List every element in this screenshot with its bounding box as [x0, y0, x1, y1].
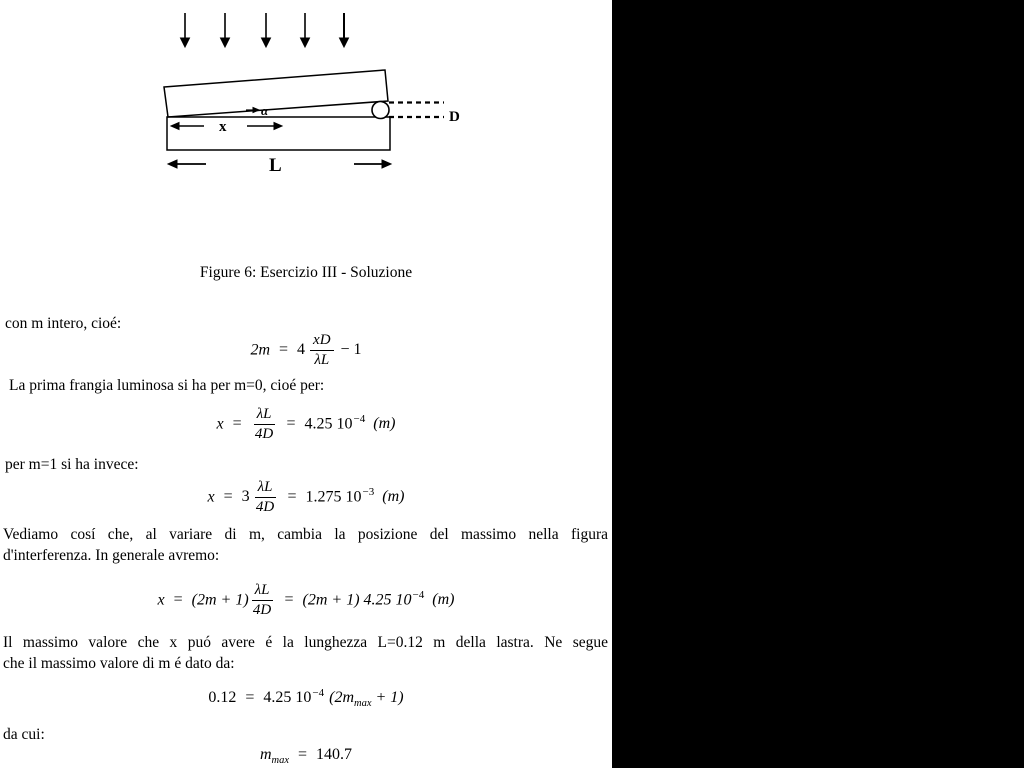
- lower-glass-slab: [167, 117, 390, 150]
- eq2-frac-num: λL: [254, 406, 275, 425]
- eq5-exponent: −4: [312, 686, 325, 699]
- paragraph-vediamo-line1: Vediamo cosí che, al variare di m, cambia la posizione del massimo nella figura: [3, 526, 608, 543]
- paragraph-massimo-line1: Il massimo valore che x puó avere é la lunghezza L=0.12 m della lastra. Ne segue: [3, 634, 608, 651]
- eq6-subscript: max: [271, 755, 290, 767]
- equation-x-general: [0, 582, 612, 620]
- eq2-equals-1: =: [232, 415, 242, 433]
- eq5-lhs: 0.12: [208, 689, 237, 706]
- eq2-unit: (m): [373, 415, 396, 433]
- scan-black-margin: [612, 0, 1024, 768]
- label-x: x: [219, 119, 227, 135]
- label-D: D: [449, 109, 460, 125]
- eq3-frac-den: 4D: [255, 499, 275, 516]
- eq1-tail: − 1: [340, 341, 362, 359]
- upper-glass-slab: [164, 70, 388, 117]
- paragraph-vediamo: [3, 524, 608, 566]
- eq1-fraction: [310, 332, 334, 370]
- spacer-wire-circle: [372, 102, 389, 119]
- eq2-fraction: [254, 406, 275, 444]
- eq2-frac-den: 4D: [254, 426, 274, 443]
- eq1-frac-den: λL: [314, 352, 330, 369]
- eq4-prefactor: (2m + 1): [191, 591, 249, 609]
- eq1-frac-num: xD: [310, 332, 334, 351]
- figure-caption: Figure 6: Esercizio III - Soluzione: [199, 264, 413, 281]
- eq2-value: 4.25 10: [304, 415, 353, 433]
- eq4-rhs: (2m + 1) 4.25 10: [302, 591, 412, 609]
- eq3-exponent: −3: [362, 486, 375, 499]
- paragraph-da-cui: da cui:: [3, 726, 45, 743]
- eq3-frac-num: λL: [255, 479, 276, 498]
- eq4-equals-2: =: [284, 591, 294, 609]
- eq3-value: 1.275 10: [305, 488, 362, 506]
- paragraph-vediamo-line2: d'interferenza. In generale avremo:: [3, 547, 220, 564]
- eq5-value: 4.25 10: [263, 689, 312, 706]
- eq4-fraction: [252, 582, 273, 620]
- eq4-unit: (m): [432, 591, 455, 609]
- equation-mmax-condition: [0, 686, 612, 710]
- gap-dashed-lines: [389, 103, 444, 118]
- paragraph-con-m-intero: con m intero, cioé:: [5, 315, 122, 332]
- equation-mmax-result: [0, 746, 612, 767]
- eq3-lhs: x: [207, 488, 215, 506]
- eq2-lhs: x: [216, 415, 224, 433]
- eq3-unit: (m): [382, 488, 405, 506]
- eq6-equals: =: [298, 746, 308, 763]
- eq3-coef: 3: [241, 488, 250, 506]
- eq1-coef: 4: [297, 341, 306, 359]
- eq6-value: 140.7: [316, 746, 353, 763]
- eq4-lhs: x: [157, 591, 165, 609]
- eq3-fraction: [255, 479, 276, 517]
- figure-diagram: [0, 0, 512, 190]
- eq6-lhs: m: [259, 746, 272, 763]
- label-alpha: α: [261, 103, 269, 118]
- paragraph-massimo-line2: che il massimo valore di m é dato da:: [3, 655, 235, 672]
- eq5-subscript: max: [354, 698, 372, 710]
- paragraph-per-m1: per m=1 si ha invece:: [5, 456, 139, 473]
- eq5-close: + 1): [371, 689, 404, 706]
- eq4-frac-den: 4D: [252, 602, 272, 619]
- eq5-equals: =: [245, 689, 255, 706]
- incident-light-arrows: [181, 13, 349, 47]
- label-L: L: [269, 155, 282, 176]
- eq2-equals-2: =: [286, 415, 296, 433]
- eq4-exponent: −4: [412, 589, 425, 602]
- eq4-frac-num: λL: [252, 582, 273, 601]
- equation-x-m1: [0, 479, 612, 517]
- eq1-lhs: 2m: [250, 341, 270, 359]
- equation-2m: [0, 332, 612, 370]
- equation-x-m0: [0, 406, 612, 444]
- paragraph-prima-frangia: La prima frangia luminosa si ha per m=0, cioé per:: [9, 377, 325, 394]
- eq4-equals-1: =: [173, 591, 183, 609]
- x-dimension-arrows: [171, 123, 282, 130]
- eq2-exponent: −4: [353, 413, 366, 426]
- eq3-equals-1: =: [223, 488, 233, 506]
- paragraph-massimo-valore: [3, 632, 608, 674]
- eq3-equals-2: =: [287, 488, 297, 506]
- eq5-open: (2m: [329, 689, 354, 706]
- eq1-equals: =: [279, 341, 289, 359]
